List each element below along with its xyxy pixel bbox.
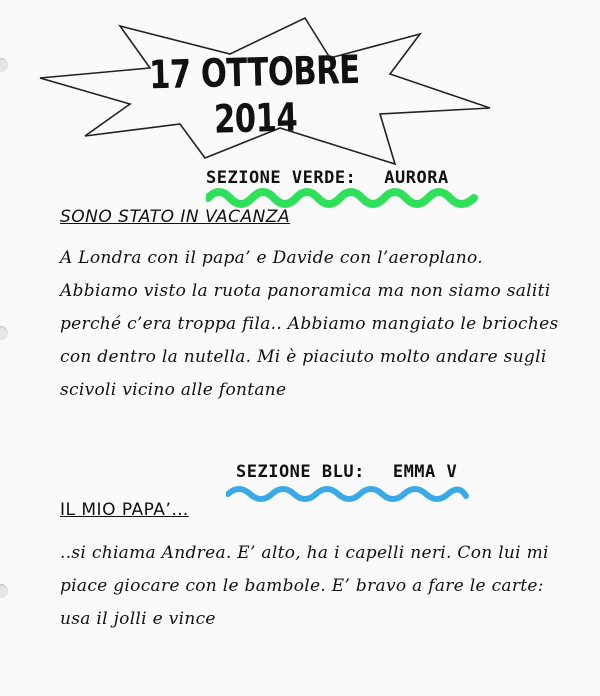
- date-heading: 17 OTTOBRE 2014: [148, 47, 361, 144]
- story-title: SONO STATO IN VACANZA: [60, 207, 291, 227]
- section-label: SEZIONE BLU:: [236, 462, 365, 482]
- author-name: EMMA V: [392, 462, 458, 482]
- blue-wave-underline: [226, 482, 470, 506]
- section-label: SEZIONE VERDE:: [206, 168, 357, 188]
- text-line: A Londra con il papa’ e Davide con l’aeroplano.: [60, 248, 483, 268]
- binder-hole: [0, 58, 8, 72]
- author-name: AURORA: [384, 168, 449, 188]
- text-line: scivoli vicino alle fontane: [60, 380, 287, 400]
- text-line: con dentro la nutella. Mi è piaciuto molto andare sugli: [60, 347, 547, 367]
- story-title: IL MIO PAPA’…: [60, 500, 189, 520]
- binder-hole: [0, 326, 8, 340]
- story-text: [60, 242, 559, 407]
- binder-hole: [0, 584, 8, 598]
- text-line: piace giocare con le bambole. E’ bravo a fare le carte:: [60, 576, 544, 596]
- text-line: Abbiamo visto la ruota panoramica ma non siamo saliti: [60, 281, 551, 301]
- text-line: ..si chiama Andrea. E’ alto, ha i capelli neri. Con lui mi: [60, 543, 549, 563]
- green-wave-underline: [206, 184, 478, 208]
- story-text: [60, 537, 549, 636]
- section-heading: [236, 462, 457, 482]
- text-line: perché c’era troppa fila.. Abbiamo mangiato le brioches: [60, 314, 559, 334]
- text-line: usa il jolli e vince: [60, 609, 216, 629]
